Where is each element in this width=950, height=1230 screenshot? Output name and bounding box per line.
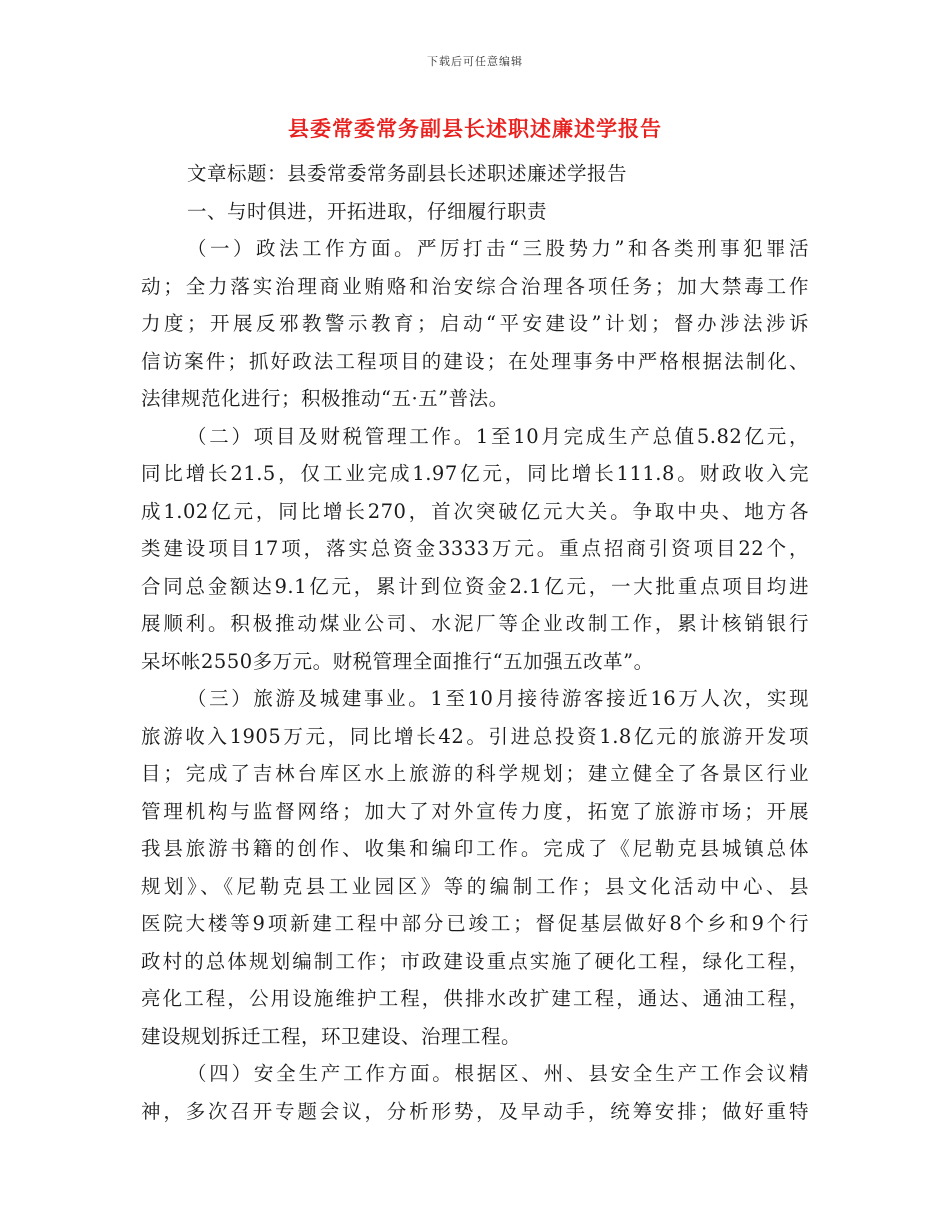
document-title: 县委常委常务副县长述职述廉述学报告 [288,116,662,141]
document-body [141,155,809,1130]
paragraph-line: 合同总金额达9.1亿元，累计到位资金2.1亿元，一大批重点项目均进 [141,574,809,598]
paragraph-line: 管理机构与监督网络；加大了对外宣传力度，拓宽了旅游市场；开展 [141,799,809,823]
paragraph-line: 目；完成了吉林台库区水上旅游的科学规划；建立健全了各景区行业 [141,762,809,785]
paragraph-line: （二）项目及财税管理工作。1至10月完成生产总值5.82亿元， [187,424,809,448]
paragraph-line: 呆坏帐2550多万元。财税管理全面推行“五加强五改革”。 [141,649,654,673]
paragraph-line: 亮化工程，公用设施维护工程，供排水改扩建工程，通达、通油工程， [141,987,809,1010]
paragraph-line: （三）旅游及城建事业。1至10月接待游客接近16万人次，实现 [187,687,809,710]
paragraph-line: 类建设项目17项，落实总资金3333万元。重点招商引资项目22个， [141,537,809,560]
paragraph-line: 医院大楼等9项新建工程中部分已竣工；督促基层做好8个乡和9个行 [141,912,809,935]
article-title-line: 文章标题：县委常委常务副县长述职述廉述学报告 [187,162,628,185]
paragraph-line: 旅游收入1905万元，同比增长42。引进总投资1.8亿元的旅游开发项 [141,724,809,748]
paragraph-line: 我县旅游书籍的创作、收集和编印工作。完成了《尼勒克县城镇总体 [141,837,809,860]
paragraph-line: （四）安全生产工作方面。根据区、州、县安全生产工作会议精 [187,1062,809,1085]
page-header-note: 下载后可任意编辑 [427,55,523,68]
paragraph-line: 动；全力落实治理商业贿赂和治安综合治理各项任务；加大禁毒工作 [141,274,809,298]
paragraph-line: （一）政法工作方面。严厉打击“三股势力”和各类刑事犯罪活 [187,237,809,260]
section-heading: 一、与时俱进，开拓进取，仔细履行职责 [187,199,548,223]
paragraph-line: 展顺利。积极推动煤业公司、水泥厂等企业改制工作，累计核销银行 [141,612,809,635]
paragraph-line: 同比增长21.5，仅工业完成1.97亿元，同比增长111.8。财政收入完 [141,462,809,485]
paragraph-line: 建设规划拆迁工程，环卫建设、治理工程。 [141,1024,522,1048]
paragraph-line: 神，多次召开专题会议，分析形势，及早动手，统筹安排；做好重特 [141,1099,809,1123]
paragraph-line: 成1.02亿元，同比增长270，首次突破亿元大关。争取中央、地方各 [141,499,809,523]
paragraph-line: 法律规范化进行；积极推动“五·五”普法。 [141,387,509,410]
paragraph-line: 政村的总体规划编制工作；市政建设重点实施了硬化工程，绿化工程， [141,949,809,973]
paragraph-line: 信访案件；抓好政法工程项目的建设；在处理事务中严格根据法制化、 [141,349,809,373]
paragraph-line: 规划》、《尼勒克县工业园区》等的编制工作；县文化活动中心、县 [141,874,809,898]
paragraph-line: 力度；开展反邪教警示教育；启动“平安建设”计划；督办涉法涉诉 [141,312,809,335]
